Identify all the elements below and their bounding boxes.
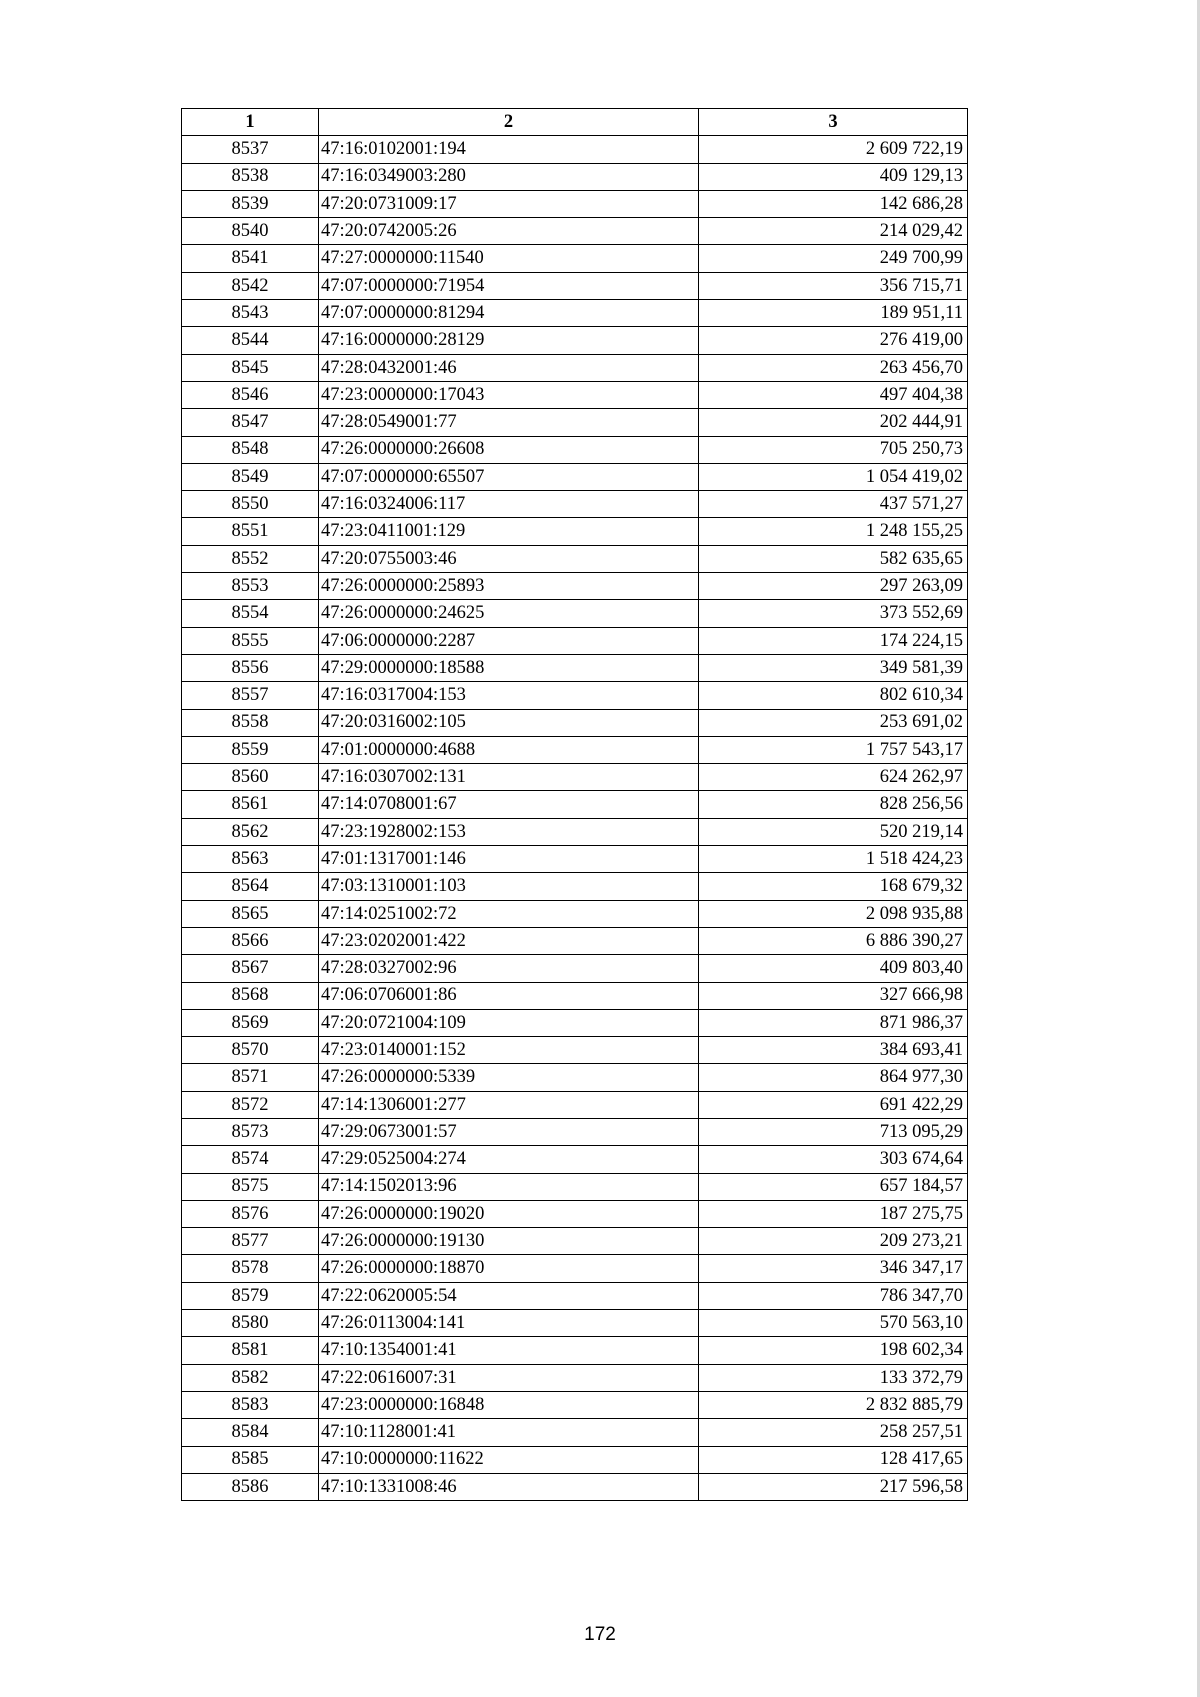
row-number-cell: 8571 <box>182 1064 319 1091</box>
value-cell: 864 977,30 <box>699 1064 968 1091</box>
cadastral-number-cell: 47:03:1310001:103 <box>319 873 699 900</box>
value-cell: 6 886 390,27 <box>699 927 968 954</box>
row-number-cell: 8537 <box>182 136 319 163</box>
table-row <box>182 1064 968 1091</box>
row-number-cell: 8567 <box>182 955 319 982</box>
table-row <box>182 354 968 381</box>
value-cell: 249 700,99 <box>699 245 968 272</box>
row-number-cell: 8564 <box>182 873 319 900</box>
value-cell: 209 273,21 <box>699 1228 968 1255</box>
table-row <box>182 218 968 245</box>
value-cell: 253 691,02 <box>699 709 968 736</box>
value-cell: 346 347,17 <box>699 1255 968 1282</box>
row-number-cell: 8560 <box>182 764 319 791</box>
row-number-cell: 8559 <box>182 736 319 763</box>
cadastral-number-cell: 47:27:0000000:11540 <box>319 245 699 272</box>
cadastral-number-cell: 47:10:0000000:11622 <box>319 1446 699 1473</box>
value-cell: 2 832 885,79 <box>699 1391 968 1418</box>
value-cell: 142 686,28 <box>699 190 968 217</box>
cadastral-number-cell: 47:10:1354001:41 <box>319 1337 699 1364</box>
row-number-cell: 8554 <box>182 600 319 627</box>
cadastral-number-cell: 47:26:0000000:24625 <box>319 600 699 627</box>
row-number-cell: 8555 <box>182 627 319 654</box>
table-row <box>182 1173 968 1200</box>
table-row <box>182 518 968 545</box>
table-row <box>182 491 968 518</box>
value-cell: 1 757 543,17 <box>699 736 968 763</box>
cadastral-number-cell: 47:23:0000000:17043 <box>319 381 699 408</box>
cadastral-number-cell: 47:14:0251002:72 <box>319 900 699 927</box>
cadastral-number-cell: 47:16:0000000:28129 <box>319 327 699 354</box>
table-row <box>182 1037 968 1064</box>
table-row <box>182 1200 968 1227</box>
table-row <box>182 1391 968 1418</box>
row-number-cell: 8583 <box>182 1391 319 1418</box>
table-row <box>182 1337 968 1364</box>
value-cell: 373 552,69 <box>699 600 968 627</box>
row-number-cell: 8580 <box>182 1310 319 1337</box>
value-cell: 871 986,37 <box>699 1009 968 1036</box>
cadastral-number-cell: 47:16:0102001:194 <box>319 136 699 163</box>
row-number-cell: 8538 <box>182 163 319 190</box>
row-number-cell: 8569 <box>182 1009 319 1036</box>
value-cell: 384 693,41 <box>699 1037 968 1064</box>
cadastral-number-cell: 47:07:0000000:65507 <box>319 463 699 490</box>
row-number-cell: 8574 <box>182 1146 319 1173</box>
value-cell: 713 095,29 <box>699 1118 968 1145</box>
row-number-cell: 8550 <box>182 491 319 518</box>
row-number-cell: 8570 <box>182 1037 319 1064</box>
table-row <box>182 1009 968 1036</box>
cadastral-number-cell: 47:07:0000000:81294 <box>319 300 699 327</box>
cadastral-number-cell: 47:07:0000000:71954 <box>319 272 699 299</box>
value-cell: 582 635,65 <box>699 545 968 572</box>
cadastral-number-cell: 47:28:0549001:77 <box>319 409 699 436</box>
table-row <box>182 1091 968 1118</box>
value-cell: 133 372,79 <box>699 1364 968 1391</box>
value-cell: 2 609 722,19 <box>699 136 968 163</box>
value-cell: 349 581,39 <box>699 654 968 681</box>
row-number-cell: 8562 <box>182 818 319 845</box>
row-number-cell: 8572 <box>182 1091 319 1118</box>
table-row <box>182 1255 968 1282</box>
cadastral-number-cell: 47:26:0000000:26608 <box>319 436 699 463</box>
cadastral-number-cell: 47:28:0432001:46 <box>319 354 699 381</box>
table-row <box>182 1282 968 1309</box>
cadastral-number-cell: 47:10:1128001:41 <box>319 1419 699 1446</box>
cadastral-number-cell: 47:26:0000000:19130 <box>319 1228 699 1255</box>
row-number-cell: 8577 <box>182 1228 319 1255</box>
table-row <box>182 272 968 299</box>
value-cell: 217 596,58 <box>699 1473 968 1500</box>
row-number-cell: 8576 <box>182 1200 319 1227</box>
row-number-cell: 8586 <box>182 1473 319 1500</box>
table-row <box>182 982 968 1009</box>
cadastral-number-cell: 47:22:0620005:54 <box>319 1282 699 1309</box>
cadastral-number-cell: 47:20:0755003:46 <box>319 545 699 572</box>
row-number-cell: 8552 <box>182 545 319 572</box>
cadastral-number-cell: 47:23:0411001:129 <box>319 518 699 545</box>
row-number-cell: 8585 <box>182 1446 319 1473</box>
value-cell: 437 571,27 <box>699 491 968 518</box>
row-number-cell: 8546 <box>182 381 319 408</box>
table-row <box>182 709 968 736</box>
cadastral-number-cell: 47:26:0000000:19020 <box>319 1200 699 1227</box>
row-number-cell: 8568 <box>182 982 319 1009</box>
table-row <box>182 300 968 327</box>
cadastral-number-cell: 47:26:0000000:18870 <box>319 1255 699 1282</box>
cadastral-number-cell: 47:20:0731009:17 <box>319 190 699 217</box>
cadastral-number-cell: 47:29:0673001:57 <box>319 1118 699 1145</box>
table-row <box>182 1446 968 1473</box>
table-row <box>182 682 968 709</box>
table-row <box>182 381 968 408</box>
table-row <box>182 436 968 463</box>
value-cell: 276 419,00 <box>699 327 968 354</box>
value-cell: 657 184,57 <box>699 1173 968 1200</box>
cadastral-number-cell: 47:06:0706001:86 <box>319 982 699 1009</box>
cadastral-number-cell: 47:29:0525004:274 <box>319 1146 699 1173</box>
value-cell: 520 219,14 <box>699 818 968 845</box>
value-cell: 297 263,09 <box>699 573 968 600</box>
table-row <box>182 163 968 190</box>
value-cell: 624 262,97 <box>699 764 968 791</box>
table-row <box>182 573 968 600</box>
table-row <box>182 463 968 490</box>
row-number-cell: 8578 <box>182 1255 319 1282</box>
cadastral-number-cell: 47:16:0307002:131 <box>319 764 699 791</box>
table-row <box>182 764 968 791</box>
cadastral-number-cell: 47:10:1331008:46 <box>319 1473 699 1500</box>
row-number-cell: 8557 <box>182 682 319 709</box>
table-row <box>182 818 968 845</box>
row-number-cell: 8556 <box>182 654 319 681</box>
row-number-cell: 8544 <box>182 327 319 354</box>
cadastral-number-cell: 47:23:0140001:152 <box>319 1037 699 1064</box>
row-number-cell: 8545 <box>182 354 319 381</box>
column-header-1: 1 <box>182 109 319 136</box>
cadastral-number-cell: 47:16:0324006:117 <box>319 491 699 518</box>
row-number-cell: 8565 <box>182 900 319 927</box>
table-row <box>182 1146 968 1173</box>
value-cell: 786 347,70 <box>699 1282 968 1309</box>
table-row <box>182 190 968 217</box>
cadastral-number-cell: 47:26:0000000:5339 <box>319 1064 699 1091</box>
table-body <box>182 136 968 1501</box>
table-row <box>182 1419 968 1446</box>
table-row <box>182 791 968 818</box>
value-cell: 1 518 424,23 <box>699 846 968 873</box>
row-number-cell: 8540 <box>182 218 319 245</box>
table-row <box>182 1228 968 1255</box>
cadastral-number-cell: 47:14:1502013:96 <box>319 1173 699 1200</box>
value-cell: 263 456,70 <box>699 354 968 381</box>
value-cell: 189 951,11 <box>699 300 968 327</box>
table-row <box>182 654 968 681</box>
row-number-cell: 8558 <box>182 709 319 736</box>
row-number-cell: 8553 <box>182 573 319 600</box>
value-cell: 570 563,10 <box>699 1310 968 1337</box>
table-row <box>182 627 968 654</box>
cadastral-number-cell: 47:06:0000000:2287 <box>319 627 699 654</box>
value-cell: 356 715,71 <box>699 272 968 299</box>
value-cell: 802 610,34 <box>699 682 968 709</box>
row-number-cell: 8582 <box>182 1364 319 1391</box>
page-number: 172 <box>584 1624 616 1645</box>
table-row <box>182 955 968 982</box>
value-cell: 1 054 419,02 <box>699 463 968 490</box>
cadastral-number-cell: 47:23:1928002:153 <box>319 818 699 845</box>
table-row <box>182 409 968 436</box>
cadastral-number-cell: 47:14:0708001:67 <box>319 791 699 818</box>
table-row <box>182 1310 968 1337</box>
value-cell: 258 257,51 <box>699 1419 968 1446</box>
row-number-cell: 8566 <box>182 927 319 954</box>
cadastral-number-cell: 47:20:0316002:105 <box>319 709 699 736</box>
row-number-cell: 8548 <box>182 436 319 463</box>
row-number-cell: 8563 <box>182 846 319 873</box>
table-row <box>182 1473 968 1500</box>
value-cell: 303 674,64 <box>699 1146 968 1173</box>
cadastral-number-cell: 47:16:0317004:153 <box>319 682 699 709</box>
value-cell: 1 248 155,25 <box>699 518 968 545</box>
table-row <box>182 736 968 763</box>
cadastral-number-cell: 47:23:0202001:422 <box>319 927 699 954</box>
value-cell: 705 250,73 <box>699 436 968 463</box>
value-cell: 2 098 935,88 <box>699 900 968 927</box>
row-number-cell: 8581 <box>182 1337 319 1364</box>
value-cell: 187 275,75 <box>699 1200 968 1227</box>
cadastral-number-cell: 47:14:1306001:277 <box>319 1091 699 1118</box>
value-cell: 168 679,32 <box>699 873 968 900</box>
value-cell: 828 256,56 <box>699 791 968 818</box>
value-cell: 202 444,91 <box>699 409 968 436</box>
row-number-cell: 8542 <box>182 272 319 299</box>
row-number-cell: 8575 <box>182 1173 319 1200</box>
cadastral-number-cell: 47:01:1317001:146 <box>319 846 699 873</box>
value-cell: 497 404,38 <box>699 381 968 408</box>
cadastral-number-cell: 47:22:0616007:31 <box>319 1364 699 1391</box>
cadastral-number-cell: 47:29:0000000:18588 <box>319 654 699 681</box>
table-row <box>182 900 968 927</box>
cadastral-number-cell: 47:23:0000000:16848 <box>319 1391 699 1418</box>
row-number-cell: 8547 <box>182 409 319 436</box>
value-cell: 409 129,13 <box>699 163 968 190</box>
row-number-cell: 8584 <box>182 1419 319 1446</box>
row-number-cell: 8551 <box>182 518 319 545</box>
table-row <box>182 927 968 954</box>
cadastral-number-cell: 47:20:0742005:26 <box>319 218 699 245</box>
row-number-cell: 8573 <box>182 1118 319 1145</box>
row-number-cell: 8549 <box>182 463 319 490</box>
table-row <box>182 873 968 900</box>
cadastral-number-cell: 47:16:0349003:280 <box>319 163 699 190</box>
value-cell: 327 666,98 <box>699 982 968 1009</box>
cadastral-number-cell: 47:28:0327002:96 <box>319 955 699 982</box>
table-row <box>182 846 968 873</box>
table-header <box>182 109 968 136</box>
value-cell: 198 602,34 <box>699 1337 968 1364</box>
data-table <box>181 108 968 1501</box>
table-row <box>182 327 968 354</box>
column-header-2: 2 <box>319 109 699 136</box>
row-number-cell: 8579 <box>182 1282 319 1309</box>
table-row <box>182 1118 968 1145</box>
value-cell: 174 224,15 <box>699 627 968 654</box>
table-row <box>182 545 968 572</box>
table-row <box>182 136 968 163</box>
value-cell: 409 803,40 <box>699 955 968 982</box>
row-number-cell: 8561 <box>182 791 319 818</box>
cadastral-number-cell: 47:01:0000000:4688 <box>319 736 699 763</box>
cadastral-number-cell: 47:26:0113004:141 <box>319 1310 699 1337</box>
row-number-cell: 8541 <box>182 245 319 272</box>
row-number-cell: 8539 <box>182 190 319 217</box>
table-row <box>182 245 968 272</box>
header-row <box>182 109 968 136</box>
value-cell: 691 422,29 <box>699 1091 968 1118</box>
row-number-cell: 8543 <box>182 300 319 327</box>
table-row <box>182 600 968 627</box>
cadastral-number-cell: 47:20:0721004:109 <box>319 1009 699 1036</box>
table-row <box>182 1364 968 1391</box>
cadastral-number-cell: 47:26:0000000:25893 <box>319 573 699 600</box>
value-cell: 128 417,65 <box>699 1446 968 1473</box>
value-cell: 214 029,42 <box>699 218 968 245</box>
column-header-3: 3 <box>699 109 968 136</box>
